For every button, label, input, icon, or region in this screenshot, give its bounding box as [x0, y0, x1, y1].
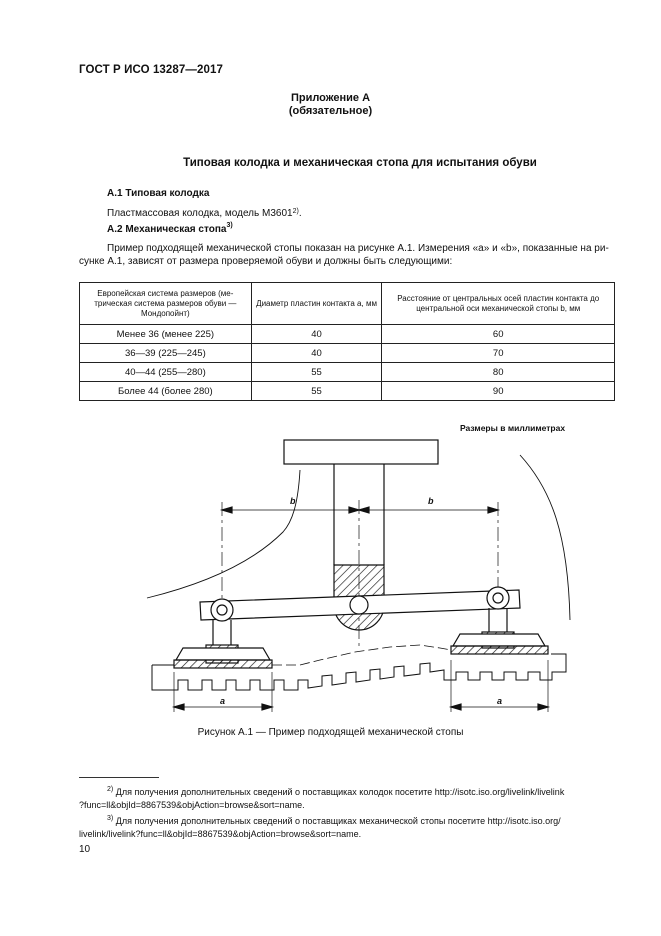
- page-title: Типовая колодка и механическая стопа для испытания обуви: [183, 157, 537, 169]
- table-cell: Более 44 (более 280): [80, 382, 252, 401]
- footnote-3: [79, 815, 619, 840]
- table-header-axis-distance: Расстояние от центральных осей пластин контакта до центральной оси механической стопы b, мм: [382, 283, 615, 325]
- section-a2-title: А.2 Механическая стопа: [107, 224, 227, 235]
- table-row: [80, 344, 615, 363]
- table-row: [80, 363, 615, 382]
- section-a2-heading: [107, 224, 233, 235]
- footnote-text: Для получения дополнительных сведений о поставщиках механической стопы посетите http://isotc.iso.org/: [115, 816, 561, 826]
- footnote-ref-3: 3): [226, 222, 233, 229]
- label-b-right: b: [428, 496, 434, 506]
- table-cell: 36—39 (225—245): [80, 344, 252, 363]
- footnote-text-cont: ?func=ll&objId=8867539&objAction=browse&sort=name.: [79, 799, 305, 810]
- mechanical-foot-figure: [140, 430, 580, 720]
- page-number: 10: [79, 844, 91, 855]
- footnote-divider: [79, 777, 159, 778]
- table-cell: 90: [382, 382, 615, 401]
- table-cell: 40: [251, 325, 382, 344]
- section-a1-heading: А.1 Типовая колодка: [107, 188, 210, 199]
- figure-caption: Рисунок А.1 — Пример подходящей механической стопы: [197, 727, 464, 738]
- table-cell: 80: [382, 363, 615, 382]
- label-a-right: a: [497, 696, 503, 706]
- table-header-plate-diameter: Диаметр пластин контакта а, мм: [251, 283, 382, 325]
- label-b-left: b: [290, 496, 296, 506]
- right-contact-plate: [451, 646, 548, 654]
- table-cell: 70: [382, 344, 615, 363]
- appendix-title: Приложение А: [290, 92, 371, 104]
- footnote-2: [79, 786, 619, 811]
- standard-header: ГОСТ Р ИСО 13287—2017: [79, 64, 224, 76]
- table-cell: 55: [251, 363, 382, 382]
- section-a1-end: .: [298, 208, 302, 219]
- sizes-table: [79, 282, 615, 401]
- appendix-status: (обязательное): [288, 105, 373, 117]
- footnote-ref-2: 2): [292, 208, 299, 215]
- table-cell: 55: [251, 382, 382, 401]
- table-cell: 60: [382, 325, 615, 344]
- table-row: [80, 325, 615, 344]
- table-header-size-system: Европейская система размеров (ме- трическая система размеров обуви — Мондопойнт): [80, 283, 252, 325]
- appendix-heading: [0, 92, 661, 118]
- section-a2-para-line1: Пример подходящей механической стопы показан на рисунке А.1. Измерения «а» и «b», показанные на ри-: [107, 243, 609, 254]
- section-a1-text: [107, 208, 302, 221]
- dimensions-note: Размеры в миллиметрах: [460, 423, 566, 433]
- footnote-text-cont: livelink/livelink?func=ll&objId=8867539&objAction=browse&sort=name.: [79, 828, 362, 839]
- left-contact-plate: [174, 660, 272, 668]
- table-cell: 40: [251, 344, 382, 363]
- label-a-left: a: [220, 696, 226, 706]
- footnote-text: Для получения дополнительных сведений о поставщиках колодок посетите http://isotc.iso.org/livelink/livelink: [115, 787, 565, 797]
- top-plate: [284, 440, 438, 464]
- table-cell: Менее 36 (менее 225): [80, 325, 252, 344]
- footnote-mark: 3): [107, 815, 114, 822]
- section-a2-para-line2: сунке А.1, зависят от размера проверяемой обуви и должны быть следующими:: [79, 256, 453, 267]
- table-cell: 40—44 (255—280): [80, 363, 252, 382]
- table-row: [80, 382, 615, 401]
- section-a1-body: Пластмассовая колодка, модель М3601: [107, 208, 293, 219]
- footnote-mark: 2): [107, 786, 114, 793]
- table-header-row: [80, 283, 615, 325]
